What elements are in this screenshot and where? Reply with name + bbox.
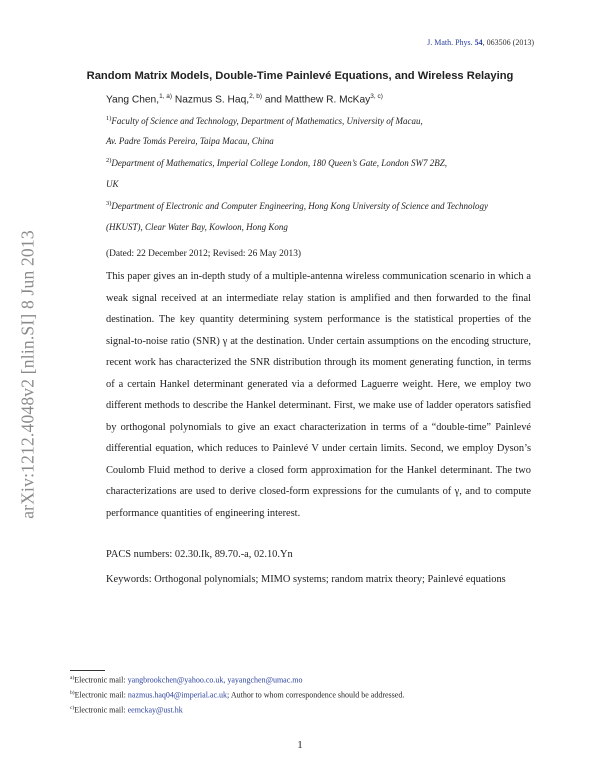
affiliation-3-cont: (HKUST), Clear Water Bay, Kowloon, Hong Kong bbox=[106, 222, 288, 232]
email-link-chen[interactable]: yangbrookchen@yahoo.co.uk, yayangchen@umac.mo bbox=[127, 675, 303, 685]
journal-name[interactable]: J. Math. Phys. bbox=[427, 38, 473, 47]
paper-title: Random Matrix Models, Double-Time Painlevé Equations, and Wireless Relaying bbox=[86, 70, 514, 82]
keywords: Keywords: Orthogonal polynomials; MIMO systems; random matrix theory; Painlevé equations bbox=[106, 574, 506, 585]
page-number: 1 bbox=[297, 739, 303, 751]
affiliation-2-cont: UK bbox=[106, 179, 119, 189]
journal-issue: , 063506 (2013) bbox=[482, 38, 534, 47]
footnote-b: $^{b)}$Electronic mail: nazmus.haq04@imperial.ac.uk; Author to whom correspondence should be addressed. bbox=[70, 690, 405, 700]
journal-volume: 54 bbox=[474, 38, 483, 47]
author-chen-affil: 1, a) bbox=[159, 93, 173, 100]
footnote-c: $^{c)}$Electronic mail: eemckay@ust.hk bbox=[70, 705, 183, 715]
author-mckay: and Matthew R. McKay bbox=[262, 94, 371, 106]
affiliation-3: $^{3)}$Department of Electronic and Computer Engineering, Hong Kong University of Science and Technology bbox=[106, 200, 488, 211]
affiliation-1-cont: Av. Padre Tomás Pereira, Taipa Macau, China bbox=[106, 136, 274, 146]
journal-reference bbox=[427, 38, 534, 47]
affiliation-1: $^{1)}$Faculty of Science and Technology, Department of Mathematics, University of Macau, bbox=[106, 115, 423, 126]
author-mckay-affil: 3, c) bbox=[370, 93, 383, 100]
author-list bbox=[106, 93, 383, 105]
abstract: This paper gives an in-depth study of a multiple-antenna wireless communication scenario in which a weak signal received at an intermediate relay station is amplified and then forwarded to the final destination. The key quantity determining system performance is the statistical properties of the signal-to-noise ratio (SNR) γ at the destination. Under certain assumptions on the encoding structure, recent work has characterized the SNR distribution through its moment generating function, in terms of a certain Hankel determinant generated via a deformed Laguerre weight. Here, we employ two different methods to describe the Hankel determinant. First, we make use of ladder operators satisfied by orthogonal polynomials to give an exact characterization in terms of a “double-time” Painlevé differential equation, which reduces to Painlevé V under certain limits. Second, we employ Dyson’s Coulomb Fluid method to derive a closed form approximation for the Hankel determinant. The two characterizations are used to derive closed-form expressions for the cumulants of γ, and to compute performance quantities of engineering interest. bbox=[106, 271, 531, 519]
footnote-divider bbox=[70, 670, 105, 671]
author-chen: Yang Chen, bbox=[106, 94, 160, 106]
date-line: (Dated: 22 December 2012; Revised: 26 May 2013) bbox=[106, 249, 302, 259]
affiliation-2: $^{2)}$Department of Mathematics, Imperial College London, 180 Queen’s Gate, London SW7 2BZ, bbox=[106, 157, 447, 168]
email-link-haq[interactable]: nazmus.haq04@imperial.ac.uk bbox=[127, 690, 228, 700]
pacs-numbers: PACS numbers: 02.30.Ik, 89.70.-a, 02.10.Yn bbox=[106, 549, 293, 560]
author-haq: Nazmus S. Haq, bbox=[172, 94, 250, 106]
arxiv-stamp: arXiv:1212.4048v2 [nlin.SI] 8 Jun 2013 bbox=[17, 230, 38, 519]
email-link-mckay[interactable]: eemckay@ust.hk bbox=[127, 705, 183, 715]
author-haq-affil: 2, b) bbox=[249, 93, 263, 100]
footnote-a: $^{a)}$Electronic mail: yangbrookchen@yahoo.co.uk, yayangchen@umac.mo bbox=[70, 675, 303, 685]
